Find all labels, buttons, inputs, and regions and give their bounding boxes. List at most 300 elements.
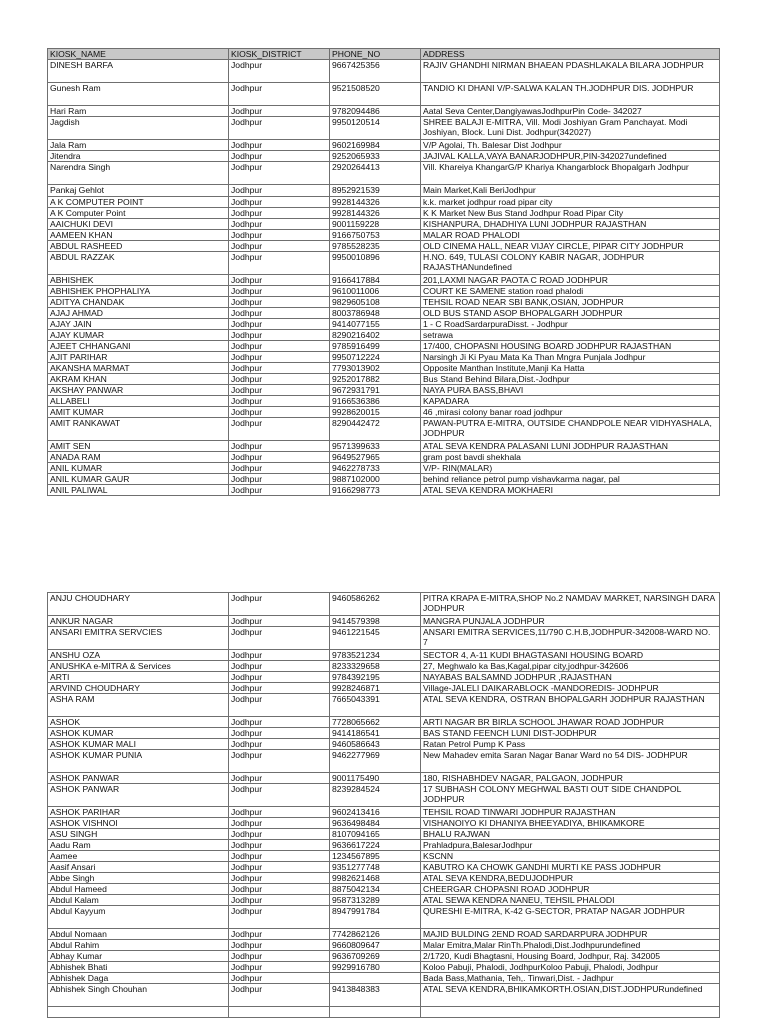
- cell-address: 2/1720, Kudi Bhagtasni, Housing Board, Jodhpur, Raj. 342005: [421, 951, 720, 962]
- table-row: [48, 197, 720, 208]
- table-row: [48, 862, 720, 873]
- cell-address: Village-JALELI DAIKARABLOCK -MANDOREDIS- JODHPUR: [421, 683, 720, 694]
- cell-kiosk-name: Abbe Singh: [48, 873, 229, 884]
- cell-phone-no: 9887102000: [330, 474, 421, 485]
- cell-phone-no: 9950712224: [330, 352, 421, 363]
- cell-phone-no: 9602169984: [330, 140, 421, 151]
- cell-address: H.NO. 649, TULASI COLONY KABIR NAGAR, JODHPUR RAJASTHANundefined: [421, 252, 720, 275]
- cell-address: k.k. market jodhpur road pipar city: [421, 197, 720, 208]
- cell-kiosk-district: Jodhpur: [229, 208, 330, 219]
- cell-kiosk-name: Gunesh Ram: [48, 83, 229, 106]
- cell-kiosk-name: AKANSHA MARMAT: [48, 363, 229, 374]
- cell-address: New Mahadev emita Saran Nagar Banar Ward no 54 DIS- JODHPUR: [421, 750, 720, 773]
- cell-address: COURT KE SAMENE station road phalodi: [421, 286, 720, 297]
- cell-kiosk-district: Jodhpur: [229, 672, 330, 683]
- table-row: [48, 330, 720, 341]
- cell-phone-no: 9950010896: [330, 252, 421, 275]
- cell-kiosk-name: ABDUL RAZZAK: [48, 252, 229, 275]
- cell-kiosk-district: Jodhpur: [229, 185, 330, 197]
- table-row: [48, 252, 720, 275]
- cell-address: Narsingh Ji Ki Pyau Mata Ka Than Mngra Punjala Jodhpur: [421, 352, 720, 363]
- cell-phone-no: 9610011006: [330, 286, 421, 297]
- cell-address: ATAL SEVA KENDRA, OSTRAN BHOPALGARH JODHPUR RAJASTHAN: [421, 694, 720, 717]
- cell-phone-no: 9785916499: [330, 341, 421, 352]
- table-row: [48, 951, 720, 962]
- table-row: [48, 418, 720, 441]
- table-row: [48, 650, 720, 661]
- cell-kiosk-name: ASU SINGH: [48, 829, 229, 840]
- cell-kiosk-district: Jodhpur: [229, 929, 330, 940]
- cell-phone-no: 8947991784: [330, 906, 421, 929]
- table-row: [48, 396, 720, 407]
- table-row: [48, 940, 720, 951]
- table-row: [48, 694, 720, 717]
- cell-kiosk-name: A K COMPUTER POINT: [48, 197, 229, 208]
- table-row: [48, 208, 720, 219]
- table-row: [48, 385, 720, 396]
- cell-kiosk-district: Jodhpur: [229, 694, 330, 717]
- cell-phone-no: 7742862126: [330, 929, 421, 940]
- cell-kiosk-name: Abdul Kayyum: [48, 906, 229, 929]
- table-row: [48, 407, 720, 418]
- cell-kiosk-name: Jagdish: [48, 117, 229, 140]
- table-row: [48, 728, 720, 739]
- cell-address: 17 SUBHASH COLONY MEGHWAL BASTI OUT SIDE CHANDPOL JODHPUR: [421, 784, 720, 807]
- cell-address: RAJIV GHANDHI NIRMAN BHAEAN PDASHLAKALA BILARA JODHPUR: [421, 60, 720, 83]
- cell-kiosk-name: AJAJ AHMAD: [48, 308, 229, 319]
- cell-phone-no: 8290442472: [330, 418, 421, 441]
- cell-address: SECTOR 4, A-11 KUDI BHAGTASANI HOUSING BOARD: [421, 650, 720, 661]
- cell-address: BHALU RAJWAN: [421, 829, 720, 840]
- cell-kiosk-district: Jodhpur: [229, 452, 330, 463]
- cell-phone-no: 9667425356: [330, 60, 421, 83]
- cell-kiosk-name: Narendra Singh: [48, 162, 229, 185]
- table-row: [48, 83, 720, 106]
- cell-phone-no: 9660809647: [330, 940, 421, 951]
- cell-kiosk-name: ANIL KUMAR: [48, 463, 229, 474]
- table-row: [48, 463, 720, 474]
- header-kiosk-district: KIOSK_DISTRICT: [229, 49, 330, 60]
- cell-address: 1 - C RoadSardarpuraDisst. - Jodhpur: [421, 319, 720, 330]
- cell-kiosk-name: Aasif Ansari: [48, 862, 229, 873]
- cell-address: K K Market New Bus Stand Jodhpur Road Pipar City: [421, 208, 720, 219]
- cell-address: [421, 1007, 720, 1018]
- cell-phone-no: 9413848383: [330, 984, 421, 1007]
- cell-phone-no: 9649527965: [330, 452, 421, 463]
- cell-kiosk-name: ALLABELI: [48, 396, 229, 407]
- cell-phone-no: [330, 1007, 421, 1018]
- cell-kiosk-district: Jodhpur: [229, 352, 330, 363]
- cell-kiosk-district: Jodhpur: [229, 474, 330, 485]
- table-row: [48, 374, 720, 385]
- table-row: [48, 106, 720, 117]
- table-row: [48, 593, 720, 616]
- cell-kiosk-name: Pankaj Gehlot: [48, 185, 229, 197]
- cell-address: KAPADARA: [421, 396, 720, 407]
- cell-kiosk-district: Jodhpur: [229, 951, 330, 962]
- cell-kiosk-name: ABHISHEK PHOPHALIYA: [48, 286, 229, 297]
- cell-kiosk-district: Jodhpur: [229, 750, 330, 773]
- cell-kiosk-name: Abdul Rahim: [48, 940, 229, 951]
- cell-phone-no: 9461221545: [330, 627, 421, 650]
- cell-phone-no: 9521508520: [330, 83, 421, 106]
- table-row: [48, 672, 720, 683]
- cell-kiosk-name: ASHOK VISHNOI: [48, 818, 229, 829]
- table-row: [48, 230, 720, 241]
- table-row: [48, 873, 720, 884]
- table-row: [48, 818, 720, 829]
- table-row: [48, 185, 720, 197]
- cell-kiosk-name: A K Computer Point: [48, 208, 229, 219]
- cell-kiosk-district: Jodhpur: [229, 851, 330, 862]
- table-row: [48, 973, 720, 984]
- cell-kiosk-district: Jodhpur: [229, 106, 330, 117]
- cell-address: Bada Bass,Mathania, Teh,. Tinwari,Dist. - Jadhpur: [421, 973, 720, 984]
- cell-address: Ratan Petrol Pump K Pass: [421, 739, 720, 750]
- cell-kiosk-district: Jodhpur: [229, 275, 330, 286]
- cell-kiosk-name: AKSHAY PANWAR: [48, 385, 229, 396]
- table-row: [48, 363, 720, 374]
- cell-address: Aatal Seva Center,DangiyawasJodhpurPin Code- 342027: [421, 106, 720, 117]
- cell-kiosk-district: Jodhpur: [229, 873, 330, 884]
- cell-address: V/P- RIN(MALAR): [421, 463, 720, 474]
- cell-kiosk-name: ABHISHEK: [48, 275, 229, 286]
- cell-kiosk-district: Jodhpur: [229, 683, 330, 694]
- cell-address: VISHANOIYO KI DHANIYA BHEEYADIYA, BHIKAMKORE: [421, 818, 720, 829]
- cell-kiosk-name: AAICHUKI DEVI: [48, 219, 229, 230]
- cell-phone-no: [330, 973, 421, 984]
- cell-kiosk-name: Jala Ram: [48, 140, 229, 151]
- cell-kiosk-district: Jodhpur: [229, 407, 330, 418]
- cell-phone-no: 9982621468: [330, 873, 421, 884]
- cell-kiosk-district: Jodhpur: [229, 286, 330, 297]
- cell-kiosk-district: Jodhpur: [229, 829, 330, 840]
- table-row: [48, 683, 720, 694]
- cell-address: setrawa: [421, 330, 720, 341]
- cell-phone-no: 9166750753: [330, 230, 421, 241]
- cell-phone-no: 8239284524: [330, 784, 421, 807]
- table-row: [48, 829, 720, 840]
- cell-address: SHREE BALAJI E-MITRA, Vill. Modi Joshiyan Gram Panchayat. Modi Joshiyan, Block. Luni Dist. Jodhpur(342027): [421, 117, 720, 140]
- cell-kiosk-name: ANKUR NAGAR: [48, 616, 229, 627]
- cell-kiosk-name: ADITYA CHANDAK: [48, 297, 229, 308]
- table-row: [48, 895, 720, 906]
- cell-kiosk-name: DINESH BARFA: [48, 60, 229, 83]
- cell-kiosk-district: Jodhpur: [229, 252, 330, 275]
- cell-phone-no: 9785528235: [330, 241, 421, 252]
- cell-address: 46 ,mirasi colony banar road jodhpur: [421, 407, 720, 418]
- cell-kiosk-district: Jodhpur: [229, 940, 330, 951]
- cell-phone-no: 9001175490: [330, 773, 421, 784]
- cell-phone-no: 9602413416: [330, 807, 421, 818]
- table-row: [48, 162, 720, 185]
- cell-address: ARTI NAGAR BR BIRLA SCHOOL JHAWAR ROAD JODHPUR: [421, 717, 720, 728]
- cell-address: Bus Stand Behind Bilara,Dist.-Jodhpur: [421, 374, 720, 385]
- cell-kiosk-name: Aadu Ram: [48, 840, 229, 851]
- table-row: [48, 474, 720, 485]
- cell-kiosk-name: AJEET CHHANGANI: [48, 341, 229, 352]
- table-row: [48, 616, 720, 627]
- header-phone-no: PHONE_NO: [330, 49, 421, 60]
- cell-kiosk-name: ANIL KUMAR GAUR: [48, 474, 229, 485]
- cell-kiosk-district: Jodhpur: [229, 728, 330, 739]
- kiosk-table-section-1: [47, 48, 720, 496]
- table-row: [48, 308, 720, 319]
- cell-kiosk-district: Jodhpur: [229, 385, 330, 396]
- header-address: ADDRESS: [421, 49, 720, 60]
- cell-kiosk-name: ASHOK PANWAR: [48, 784, 229, 807]
- cell-kiosk-name: AAMEEN KHAN: [48, 230, 229, 241]
- cell-kiosk-name: AMIT RANKAWAT: [48, 418, 229, 441]
- cell-kiosk-district: Jodhpur: [229, 485, 330, 496]
- cell-address: Main Market,Kali BeriJodhpur: [421, 185, 720, 197]
- cell-phone-no: 9636617224: [330, 840, 421, 851]
- cell-address: MALAR ROAD PHALODI: [421, 230, 720, 241]
- cell-kiosk-district: Jodhpur: [229, 627, 330, 650]
- cell-address: PITRA KRAPA E-MITRA,SHOP No.2 NAMDAV MARKET, NARSINGH DARA JODHPUR: [421, 593, 720, 616]
- table-row: [48, 140, 720, 151]
- cell-address: KISHANPURA, DHADHIYA LUNI JODHPUR RAJASTHAN: [421, 219, 720, 230]
- table-row: [48, 627, 720, 650]
- cell-address: MANGRA PUNJALA JODHPUR: [421, 616, 720, 627]
- cell-kiosk-district: Jodhpur: [229, 363, 330, 374]
- cell-address: BAS STAND FEENCH LUNI DIST-JODHPUR: [421, 728, 720, 739]
- kiosk-table-section-2: [47, 592, 720, 1018]
- cell-phone-no: 1234567895: [330, 851, 421, 862]
- cell-address: 17/400, CHOPASNI HOUSING BOARD JODHPUR RAJASTHAN: [421, 341, 720, 352]
- cell-kiosk-name: Aamee: [48, 851, 229, 862]
- cell-address: NAYA PURA BASS,BHAVI: [421, 385, 720, 396]
- cell-phone-no: 8107094165: [330, 829, 421, 840]
- cell-phone-no: 9166536386: [330, 396, 421, 407]
- cell-kiosk-name: ASHOK KUMAR PUNIA: [48, 750, 229, 773]
- cell-address: KSCNN: [421, 851, 720, 862]
- cell-phone-no: 9587313289: [330, 895, 421, 906]
- cell-kiosk-name: AJIT PARIHAR: [48, 352, 229, 363]
- table-header-row: [48, 49, 720, 60]
- table-row: [48, 884, 720, 895]
- table-row: [48, 151, 720, 162]
- cell-kiosk-name: Abhishek Bhati: [48, 962, 229, 973]
- table-row: [48, 717, 720, 728]
- cell-kiosk-district: Jodhpur: [229, 151, 330, 162]
- cell-kiosk-name: ANSARI EMITRA SERVCIES: [48, 627, 229, 650]
- cell-kiosk-name: Jitendra: [48, 151, 229, 162]
- table-row: [48, 219, 720, 230]
- cell-address: Malar Emitra,Malar RinTh.Phalodi,Dist.Jodhpurundefined: [421, 940, 720, 951]
- cell-kiosk-district: Jodhpur: [229, 973, 330, 984]
- cell-phone-no: 9351277748: [330, 862, 421, 873]
- cell-kiosk-name: AJAY JAIN: [48, 319, 229, 330]
- table-body: [48, 593, 720, 1018]
- cell-kiosk-name: ANJU CHOUDHARY: [48, 593, 229, 616]
- cell-address: NAYABAS BALSAMND JODHPUR ,RAJASTHAN: [421, 672, 720, 683]
- table-row: [48, 485, 720, 496]
- cell-phone-no: 9782094486: [330, 106, 421, 117]
- cell-kiosk-district: Jodhpur: [229, 140, 330, 151]
- cell-phone-no: 9460586262: [330, 593, 421, 616]
- cell-phone-no: 9929916780: [330, 962, 421, 973]
- cell-kiosk-name: ARVIND CHOUDHARY: [48, 683, 229, 694]
- cell-phone-no: 9928144326: [330, 197, 421, 208]
- cell-kiosk-district: Jodhpur: [229, 197, 330, 208]
- cell-kiosk-district: Jodhpur: [229, 162, 330, 185]
- cell-kiosk-name: ASHOK: [48, 717, 229, 728]
- cell-address: MAJID BULDING 2END ROAD SARDARPURA JODHPUR: [421, 929, 720, 940]
- cell-kiosk-district: Jodhpur: [229, 895, 330, 906]
- cell-kiosk-name: ASHA RAM: [48, 694, 229, 717]
- cell-address: ATAL SEVA KENDRA MOKHAERI: [421, 485, 720, 496]
- cell-address: gram post bavdi shekhala: [421, 452, 720, 463]
- table-body: [48, 60, 720, 496]
- cell-phone-no: 9460586643: [330, 739, 421, 750]
- cell-kiosk-name: ABDUL RASHEED: [48, 241, 229, 252]
- cell-address: ATAL SEWA KENDRA NANEU, TEHSIL PHALODI: [421, 895, 720, 906]
- cell-phone-no: 9414186541: [330, 728, 421, 739]
- cell-kiosk-district: Jodhpur: [229, 773, 330, 784]
- cell-kiosk-name: Abhishek Daga: [48, 973, 229, 984]
- cell-kiosk-name: Abdul Nomaan: [48, 929, 229, 940]
- cell-kiosk-district: Jodhpur: [229, 807, 330, 818]
- cell-kiosk-district: Jodhpur: [229, 906, 330, 929]
- cell-kiosk-name: ANIL PALIWAL: [48, 485, 229, 496]
- cell-kiosk-district: Jodhpur: [229, 441, 330, 452]
- cell-kiosk-district: Jodhpur: [229, 962, 330, 973]
- cell-phone-no: 8003786948: [330, 308, 421, 319]
- cell-phone-no: 7728065662: [330, 717, 421, 728]
- cell-phone-no: 9462277969: [330, 750, 421, 773]
- cell-kiosk-district: Jodhpur: [229, 818, 330, 829]
- table-row: [48, 60, 720, 83]
- table-row: [48, 241, 720, 252]
- cell-kiosk-district: Jodhpur: [229, 593, 330, 616]
- cell-kiosk-name: Abdul Hameed: [48, 884, 229, 895]
- cell-phone-no: 9928246871: [330, 683, 421, 694]
- cell-phone-no: 9636498484: [330, 818, 421, 829]
- table-row: [48, 286, 720, 297]
- cell-phone-no: 9636709269: [330, 951, 421, 962]
- table-row: [48, 297, 720, 308]
- cell-address: PAWAN-PUTRA E-MITRA, OUTSIDE CHANDPOLE NEAR VIDHYASHALA, JODHPUR: [421, 418, 720, 441]
- cell-kiosk-district: Jodhpur: [229, 661, 330, 672]
- table-row: [48, 929, 720, 940]
- table-row: [48, 807, 720, 818]
- cell-address: ANSARI EMITRA SERVICES,11/790 C.H.B,JODHPUR-342008-WARD NO. 7: [421, 627, 720, 650]
- cell-kiosk-name: ANADA RAM: [48, 452, 229, 463]
- cell-kiosk-district: Jodhpur: [229, 840, 330, 851]
- cell-phone-no: 9414579398: [330, 616, 421, 627]
- cell-phone-no: 9414077155: [330, 319, 421, 330]
- cell-kiosk-district: Jodhpur: [229, 418, 330, 441]
- table-row: [48, 661, 720, 672]
- cell-kiosk-district: Jodhpur: [229, 984, 330, 1007]
- header-kiosk-name: KIOSK_NAME: [48, 49, 229, 60]
- cell-phone-no: 9829605108: [330, 297, 421, 308]
- cell-address: KABUTRO KA CHOWK GANDHI MURTI KE PASS JODHPUR: [421, 862, 720, 873]
- cell-address: V/P Agolai, Th. Balesar Dist Jodhpur: [421, 140, 720, 151]
- cell-phone-no: 9166298773: [330, 485, 421, 496]
- cell-kiosk-name: ANUSHKA e-MITRA & Services: [48, 661, 229, 672]
- cell-address: 180, RISHABHDEV NAGAR, PALGAON, JODHPUR: [421, 773, 720, 784]
- cell-phone-no: 9252065933: [330, 151, 421, 162]
- cell-kiosk-district: Jodhpur: [229, 60, 330, 83]
- table-row: [48, 750, 720, 773]
- cell-phone-no: 9928620015: [330, 407, 421, 418]
- cell-kiosk-name: ASHOK KUMAR: [48, 728, 229, 739]
- cell-address: behind reliance petrol pump vishavkarma nagar, pal: [421, 474, 720, 485]
- table-row: [48, 906, 720, 929]
- cell-kiosk-name: AKRAM KHAN: [48, 374, 229, 385]
- table-row: [48, 851, 720, 862]
- cell-kiosk-district: Jodhpur: [229, 650, 330, 661]
- cell-address: QURESHI E-MITRA, K-42 G-SECTOR, PRATAP NAGAR JODHPUR: [421, 906, 720, 929]
- cell-kiosk-district: Jodhpur: [229, 330, 330, 341]
- cell-phone-no: 8952921539: [330, 185, 421, 197]
- cell-address: 27, Meghwalo ka Bas,Kagal,pipar city,jodhpur-342606: [421, 661, 720, 672]
- cell-address: CHEERGAR CHOPASNI ROAD JODHPUR: [421, 884, 720, 895]
- cell-phone-no: 9571399633: [330, 441, 421, 452]
- cell-kiosk-district: Jodhpur: [229, 319, 330, 330]
- cell-phone-no: 9166417884: [330, 275, 421, 286]
- cell-phone-no: 9783521234: [330, 650, 421, 661]
- cell-address: 201,LAXMI NAGAR PAOTA C ROAD JODHPUR: [421, 275, 720, 286]
- cell-kiosk-district: Jodhpur: [229, 230, 330, 241]
- cell-kiosk-district: Jodhpur: [229, 884, 330, 895]
- cell-phone-no: 7665043391: [330, 694, 421, 717]
- cell-phone-no: 8290216402: [330, 330, 421, 341]
- cell-address: OLD BUS STAND ASOP BHOPALGARH JODHPUR: [421, 308, 720, 319]
- cell-address: TANDIO KI DHANI V/P-SALWA KALAN TH.JODHPUR DIS. JODHPUR: [421, 83, 720, 106]
- cell-phone-no: 9462278733: [330, 463, 421, 474]
- table-row: [48, 341, 720, 352]
- cell-phone-no: 9672931791: [330, 385, 421, 396]
- cell-kiosk-name: Abhay Kumar: [48, 951, 229, 962]
- cell-phone-no: 7793013902: [330, 363, 421, 374]
- cell-kiosk-district: Jodhpur: [229, 784, 330, 807]
- cell-kiosk-name: ASHOK PARIHAR: [48, 807, 229, 818]
- cell-kiosk-district: Jodhpur: [229, 83, 330, 106]
- table-row: [48, 275, 720, 286]
- table-row: [48, 773, 720, 784]
- cell-address: Koloo Pabuji, Phalodi, JodhpurKoloo Pabuji, Phalodi, Jodhpur: [421, 962, 720, 973]
- table-row: [48, 319, 720, 330]
- table-row: [48, 441, 720, 452]
- cell-kiosk-district: Jodhpur: [229, 396, 330, 407]
- cell-address: TEHSIL ROAD NEAR SBI BANK,OSIAN, JODHPUR: [421, 297, 720, 308]
- table-row: [48, 352, 720, 363]
- cell-phone-no: 9001159228: [330, 219, 421, 230]
- cell-kiosk-name: ASHOK PANWAR: [48, 773, 229, 784]
- cell-address: OLD CINEMA HALL, NEAR VIJAY CIRCLE, PIPAR CITY JODHPUR: [421, 241, 720, 252]
- table-row: [48, 984, 720, 1007]
- cell-address: ATAL SEVA KENDRA PALASANI LUNI JODHPUR RAJASTHAN: [421, 441, 720, 452]
- cell-kiosk-district: Jodhpur: [229, 717, 330, 728]
- table-row: [48, 784, 720, 807]
- cell-kiosk-name: ARTI: [48, 672, 229, 683]
- cell-phone-no: 9928144326: [330, 208, 421, 219]
- cell-kiosk-district: Jodhpur: [229, 297, 330, 308]
- cell-phone-no: 9784392195: [330, 672, 421, 683]
- cell-kiosk-district: Jodhpur: [229, 341, 330, 352]
- cell-kiosk-name: Abdul Kalam: [48, 895, 229, 906]
- cell-kiosk-district: Jodhpur: [229, 117, 330, 140]
- cell-address: Prahladpura,BalesarJodhpur: [421, 840, 720, 851]
- cell-kiosk-name: AJAY KUMAR: [48, 330, 229, 341]
- cell-kiosk-district: [229, 1007, 330, 1018]
- cell-kiosk-district: Jodhpur: [229, 463, 330, 474]
- cell-kiosk-name: Abhishek Singh Chouhan: [48, 984, 229, 1007]
- cell-kiosk-name: AMIT SEN: [48, 441, 229, 452]
